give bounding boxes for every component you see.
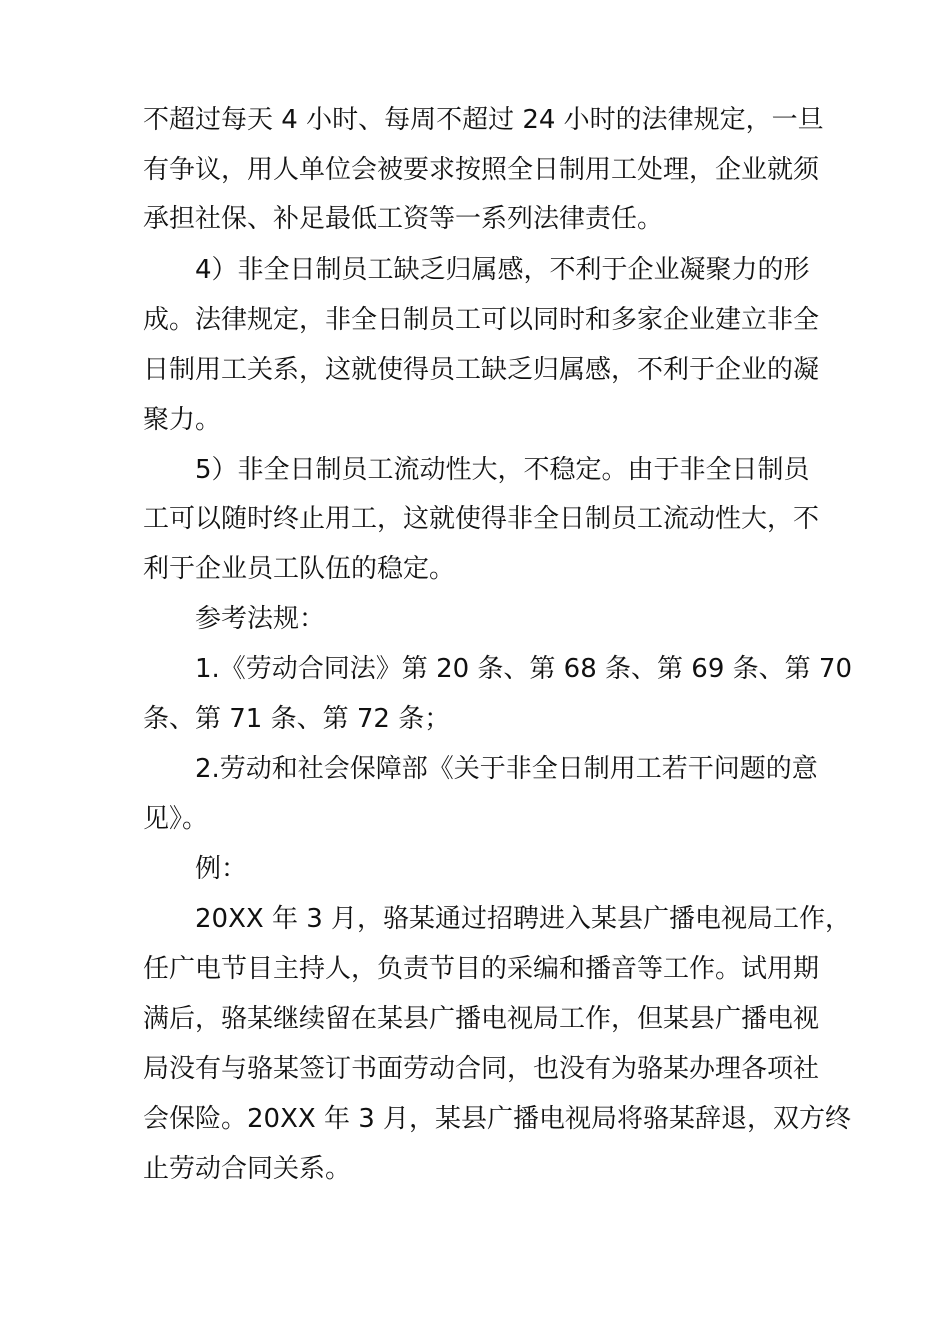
text-line: 聚力。 [143,405,222,435]
text-line: 满后，骆某继续留在某县广播电视局工作，但某县广播电视 [143,1004,820,1034]
text-line: 会保险。20XX 年 3 月，某县广播电视局将骆某辞退，双方终 [143,1104,852,1134]
text-line: 4）非全日制员工缺乏归属感，不利于企业凝聚力的形 [195,255,810,285]
text-line: 任广电节目主持人，负责节目的采编和播音等工作。试用期 [143,954,820,984]
text-line: 20XX 年 3 月，骆某通过招聘进入某县广播电视局工作， [195,904,852,934]
text-line: 工可以随时终止用工，这就使得非全日制员工流动性大，不 [143,504,820,534]
text-line: 参考法规： [195,604,326,634]
text-line: 局没有与骆某签订书面劳动合同，也没有为骆某办理各项社 [143,1054,820,1084]
text-line: 止劳动合同关系。 [143,1154,352,1184]
text-line: 见》。 [143,804,209,834]
text-line: 2.劳动和社会保障部《关于非全日制用工若干问题的意 [195,754,818,784]
text-line: 条、第 71 条、第 72 条； [143,704,451,734]
text-line: 不超过每天 4 小时、每周不超过 24 小时的法律规定，一旦 [143,105,824,135]
text-line: 有争议，用人单位会被要求按照全日制用工处理，企业就须 [143,155,820,185]
text-line: 例： [195,854,248,884]
text-line: 利于企业员工队伍的稳定。 [143,554,456,584]
text-line: 1.《劳动合同法》第 20 条、第 68 条、第 69 条、第 70 [195,654,852,684]
text-line: 成。法律规定，非全日制员工可以同时和多家企业建立非全 [143,305,820,335]
text-line: 5）非全日制员工流动性大，不稳定。由于非全日制员 [195,455,810,485]
text-line: 日制用工关系，这就使得员工缺乏归属感，不利于企业的凝 [143,355,820,385]
text-line: 承担社保、补足最低工资等一系列法律责任。 [143,204,664,234]
